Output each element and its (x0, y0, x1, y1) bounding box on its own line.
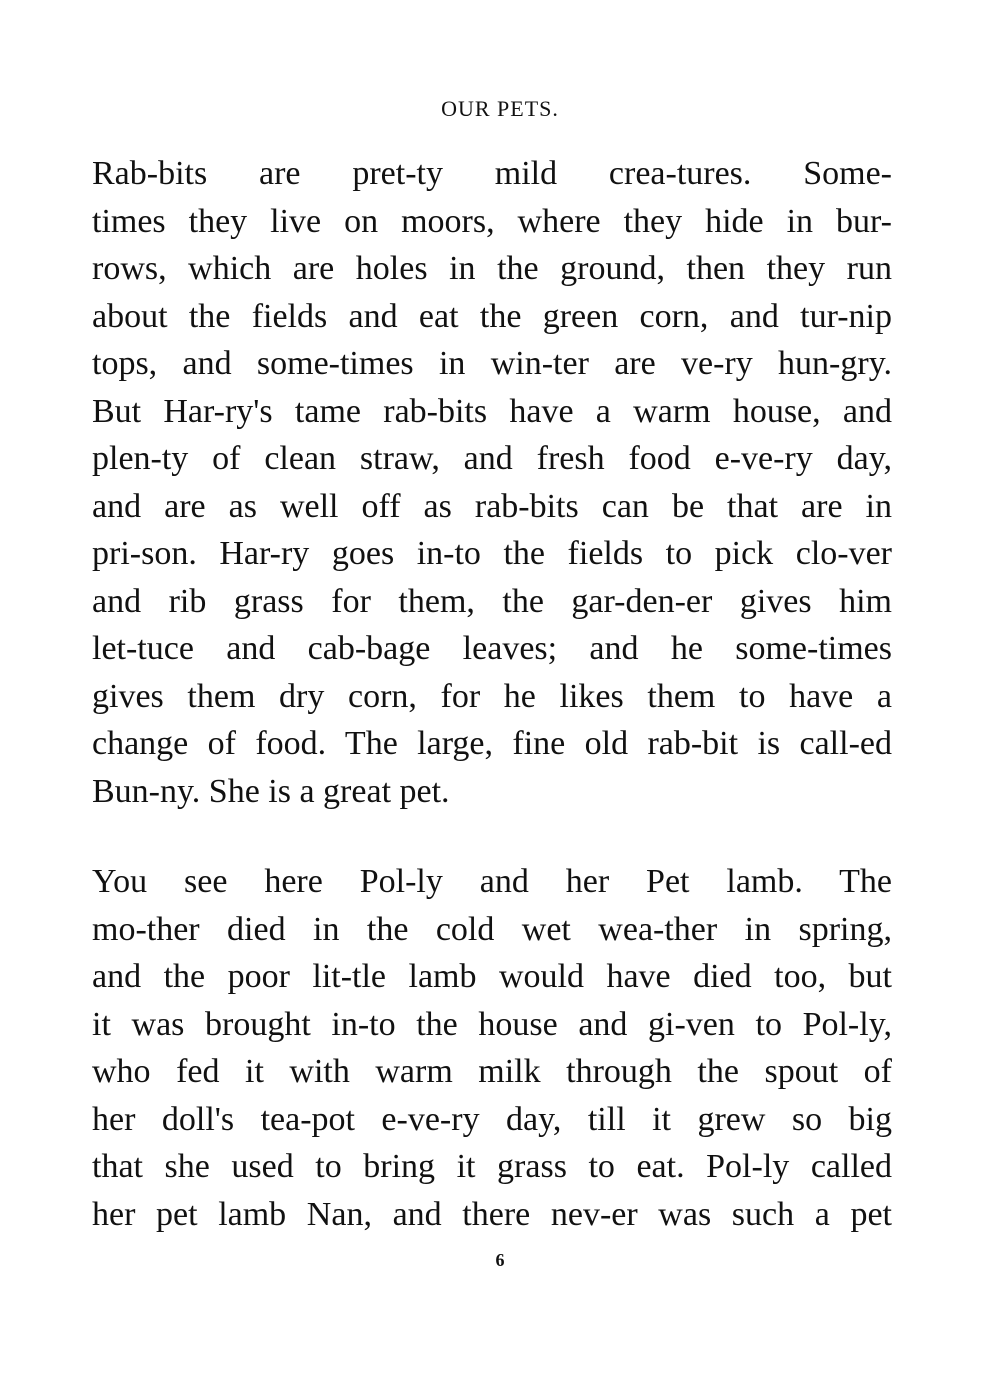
text-line: times they live on moors, where they hide in bur- (92, 202, 892, 240)
paragraph-lamb (92, 858, 892, 1238)
text-line: it was brought in-to the house and gi-ven to Pol-ly, (92, 1005, 892, 1043)
text-line: mo-ther died in the cold wet wea-ther in spring, (92, 910, 892, 948)
text-line: her pet lamb Nan, and there nev-er was such a pet (92, 1195, 892, 1233)
text-line: and rib grass for them, the gar-den-er gives him (92, 582, 892, 620)
text-line: about the fields and eat the green corn, and tur-nip (92, 297, 892, 335)
text-line: Rab-bits are pret-ty mild crea-tures. Some- (92, 155, 892, 192)
text-line: But Har-ry's tame rab-bits have a warm house, and (92, 392, 892, 430)
text-line: and are as well off as rab-bits can be that are in (92, 487, 892, 525)
paragraph-rabbits (92, 150, 892, 815)
running-head: OUR PETS. (441, 96, 559, 121)
text-line: gives them dry corn, for he likes them to have a (92, 677, 892, 715)
text-line: rows, which are holes in the ground, then they run (92, 250, 892, 287)
text-line: plen-ty of clean straw, and fresh food e-ve-ry day, (92, 440, 892, 477)
text-line: her doll's tea-pot e-ve-ry day, till it grew so big (92, 1100, 892, 1138)
page-number: 6 (495, 1250, 505, 1270)
text-line: who fed it with warm milk through the spout of (92, 1053, 892, 1090)
text-line: and the poor lit-tle lamb would have died too, but (92, 958, 892, 995)
text-line: that she used to bring it grass to eat. Pol-ly called (92, 1148, 892, 1185)
text-line: let-tuce and cab-bage leaves; and he some-times (92, 630, 892, 667)
text-line: change of food. The large, fine old rab-bit is call-ed (92, 725, 892, 762)
text-line: Bun-ny. She is a great pet. (92, 772, 450, 810)
text-line: tops, and some-times in win-ter are ve-ry hun-gry. (92, 345, 892, 382)
text-line: pri-son. Har-ry goes in-to the fields to pick clo-ver (92, 535, 892, 572)
text-line: You see here Pol-ly and her Pet lamb. The (92, 863, 892, 900)
